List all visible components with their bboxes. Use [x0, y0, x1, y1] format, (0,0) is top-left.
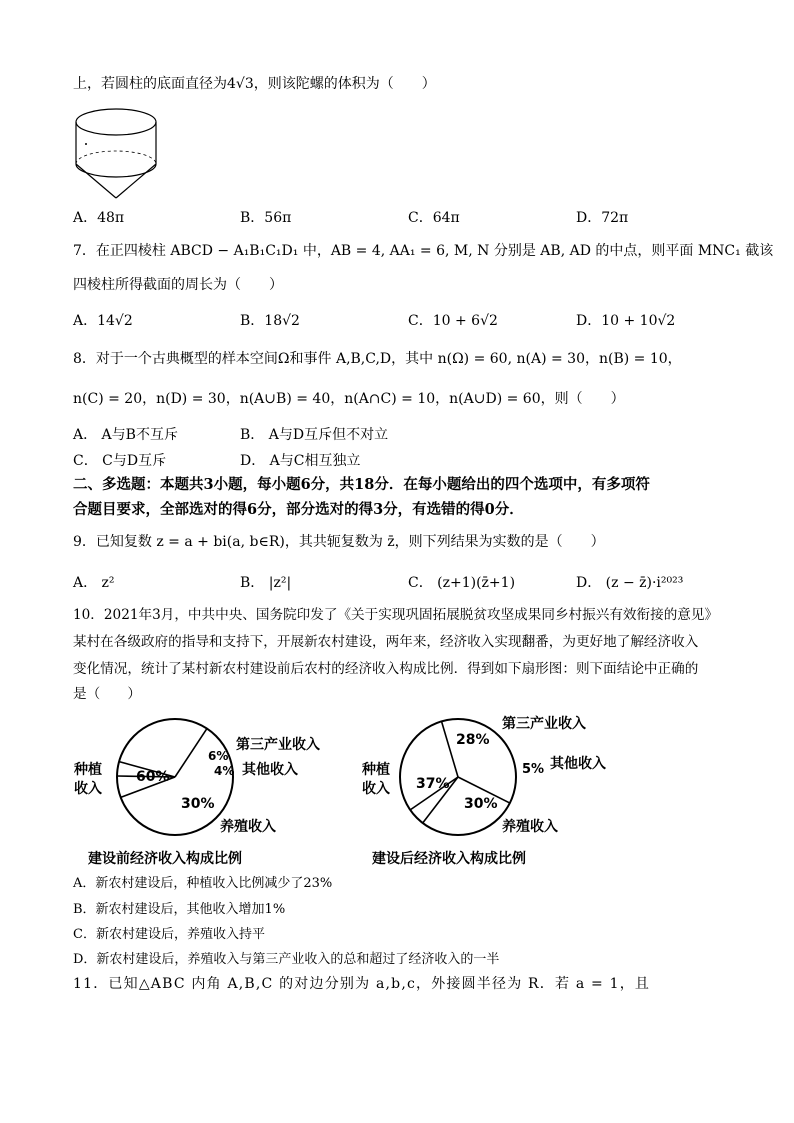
q10-stem-line3: 变化情况，统计了某村新农村建设前后农村的经济收入构成比例．得到如下扇形图：则下面结论中正确的: [73, 661, 699, 677]
q9-option-b: B． |z²|: [240, 575, 292, 591]
q6-option-a: A．48π: [73, 210, 125, 226]
q7-option-a: A．14√2: [73, 313, 133, 329]
q9-option-d: D． (z − z̄)·i²⁰²³: [576, 575, 684, 591]
q6-option-d: D．72π: [576, 210, 629, 226]
pie2-label-planting: 种植: [362, 762, 390, 778]
q10-option-a: A．新农村建设后，种植收入比例减少了23%: [73, 876, 333, 891]
q9-stem: 9．已知复数 z = a + bi(a, b∈R)，其共轭复数为 z̄，则下列结果为实数的是（ ）: [73, 534, 605, 550]
q8-option-b: B． A与D互斥但不对立: [240, 427, 389, 443]
pie1-pct-planting: 60%: [136, 769, 170, 785]
pie2-label-planting2: 收入: [362, 781, 390, 797]
q10-option-d: D．新农村建设后，养殖收入与第三产业收入的总和超过了经济收入的一半: [73, 952, 500, 967]
pie1-pct-other: 4%: [214, 764, 235, 778]
q10-option-b: B．新农村建设后，其他收入增加1%: [73, 902, 286, 917]
q8-option-d: D． A与C相互独立: [240, 453, 361, 469]
pie1-pct-tertiary: 6%: [208, 749, 229, 763]
q7-stem-line1: 7．在正四棱柱 ABCD − A₁B₁C₁D₁ 中，AB = 4, AA₁ = 6, M, N 分别是 AB, AD 的中点，则平面 MNC₁ 截该: [73, 243, 774, 259]
pie1-label-other: 其他收入: [242, 762, 298, 778]
q7-stem-line2: 四棱柱所得截面的周长为（ ）: [73, 277, 283, 293]
q8-stem-line1: 8．对于一个古典概型的样本空间Ω和事件 A,B,C,D，其中 n(Ω) = 60, n(A) = 30，n(B) = 10，: [73, 351, 682, 367]
q7-option-d: D．10 + 10√2: [576, 313, 676, 329]
pie2-label-tertiary: 第三产业收入: [502, 716, 586, 732]
q6-option-c: C．64π: [408, 210, 460, 226]
q8-option-a: A． A与B不互斥: [73, 427, 178, 443]
q6-stem: 上，若圆柱的底面直径为4√3，则该陀螺的体积为（ ）: [73, 76, 436, 92]
q10-stem-line4: 是（ ）: [73, 686, 141, 702]
q8-stem-line2: n(C) = 20，n(D) = 30，n(A∪B) = 40，n(A∩C) = 10，n(A∪D) = 60，则（ ）: [73, 391, 625, 407]
pie2-label-breeding: 养殖收入: [502, 819, 558, 835]
q10-stem-line2: 某村在各级政府的指导和支持下，开展新农村建设，两年来，经济收入实现翻番，为更好地了解经济收入: [73, 634, 699, 650]
pie2-pct-tertiary: 28%: [456, 732, 490, 748]
q6-option-b: B．56π: [240, 210, 292, 226]
pie2-label-other: 其他收入: [550, 756, 606, 772]
pie2-pct-other: 5%: [522, 762, 545, 777]
spinning-top-figure: [74, 106, 160, 204]
pie2-pct-planting: 37%: [416, 776, 450, 792]
q10-stem-line1: 10．2021年3月，中共中央、国务院印发了《关于实现巩固拓展脱贫攻坚成果同乡村振兴有效衔接的意见》: [73, 607, 719, 623]
section2-heading-line2: 合题目要求，全部选对的得6分，部分选对的得3分，有选错的得0分．: [73, 501, 524, 518]
pie1-label-planting: 种植: [74, 762, 102, 778]
q10-option-c: C．新农村建设后，养殖收入持平: [73, 927, 265, 942]
q9-option-a: A． z²: [73, 575, 115, 591]
pie1-label-planting2: 收入: [74, 781, 102, 797]
q8-option-c: C． C与D互斥: [73, 453, 167, 469]
q7-option-b: B．18√2: [240, 313, 300, 329]
q7-option-c: C．10 + 6√2: [408, 313, 498, 329]
pie2-title: 建设后经济收入构成比例: [372, 851, 526, 867]
pie-charts: [60, 706, 620, 876]
pie2-pct-breeding: 30%: [464, 796, 498, 812]
section2-heading-line1: 二、多选题：本题共3小题，每小题6分，共18分．在每小题给出的四个选项中，有多项符: [73, 476, 650, 493]
pie1-label-breeding: 养殖收入: [220, 819, 276, 835]
pie1-title: 建设前经济收入构成比例: [88, 851, 242, 867]
q9-option-c: C． (z+1)(z̄+1): [408, 575, 516, 591]
q11-stem: 11．已知△ABC 内角 A,B,C 的对边分别为 a,b,c，外接圆半径为 R．若 a = 1，且: [73, 976, 651, 992]
pie1-label-tertiary: 第三产业收入: [236, 737, 320, 753]
pie1-pct-breeding: 30%: [181, 796, 215, 812]
